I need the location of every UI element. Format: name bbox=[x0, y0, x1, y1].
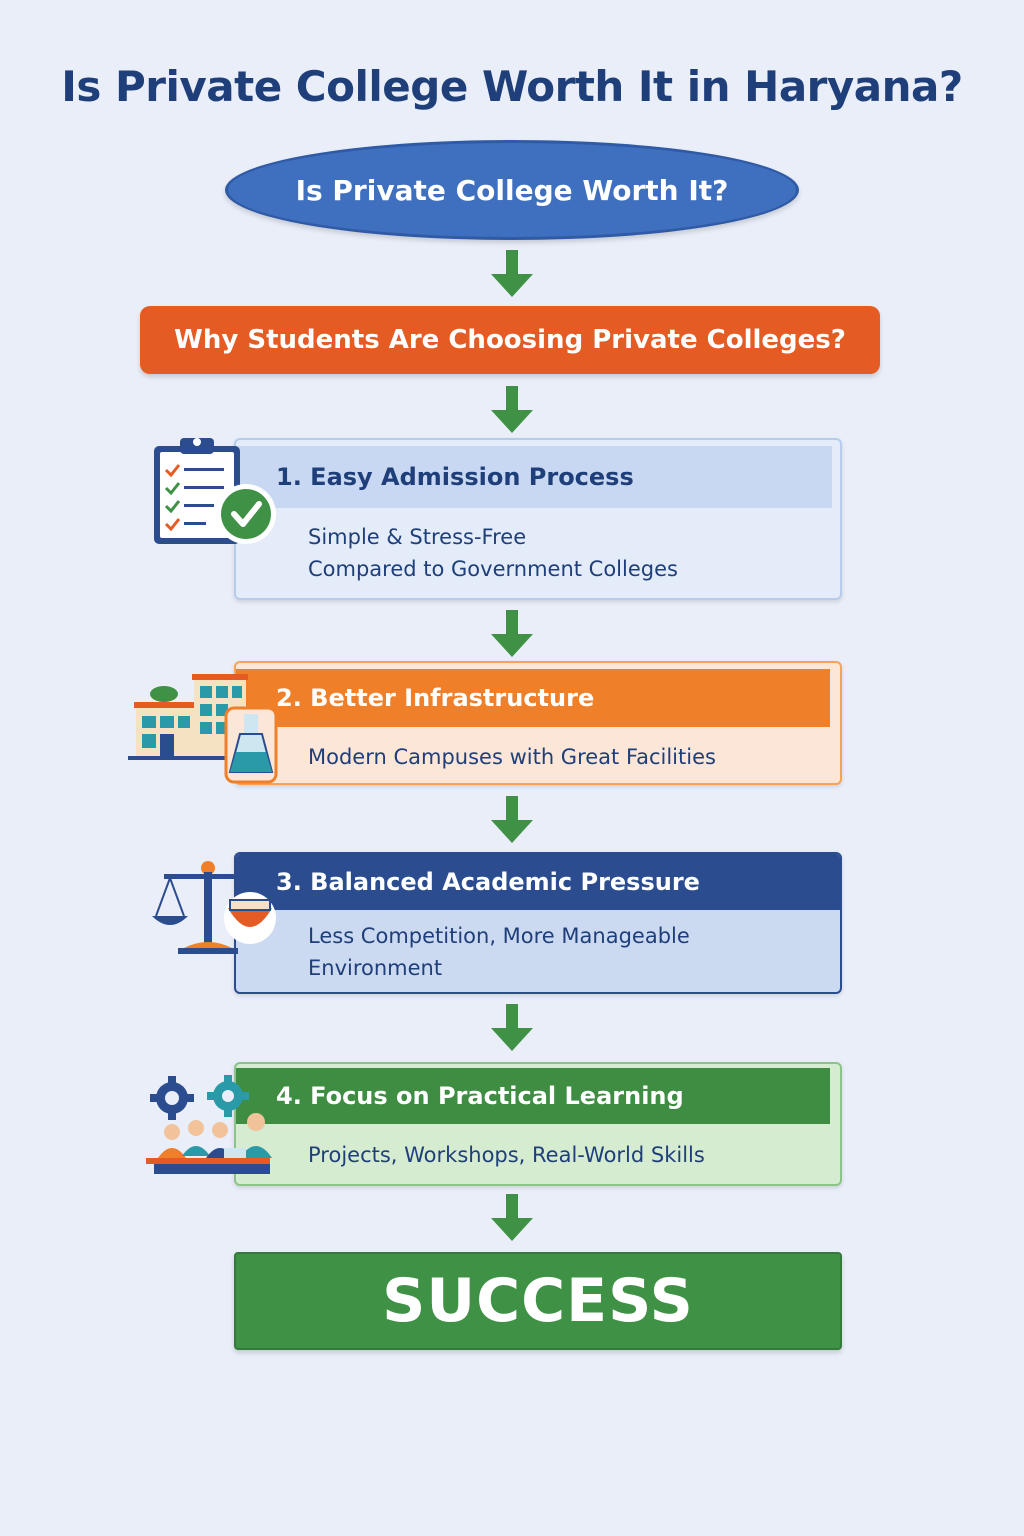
step-description bbox=[236, 910, 840, 994]
arrow-down-icon bbox=[489, 250, 535, 298]
step-description bbox=[236, 727, 840, 785]
step-description bbox=[236, 508, 840, 598]
campus-building-flask-icon bbox=[128, 672, 278, 784]
step-line: Projects, Workshops, Real-World Skills bbox=[308, 1143, 705, 1167]
step-line: Simple & Stress-Free bbox=[308, 525, 527, 549]
success-text: SUCCESS bbox=[382, 1266, 694, 1336]
step-line: Modern Campuses with Great Facilities bbox=[308, 745, 716, 769]
step-card-easy-admission bbox=[234, 438, 842, 600]
step-heading: 1. Easy Admission Process bbox=[236, 446, 832, 508]
step-card-balanced-pressure bbox=[234, 852, 842, 994]
step-card-better-infrastructure bbox=[234, 661, 842, 785]
arrow-down-icon bbox=[489, 1004, 535, 1052]
balance-scale-icon bbox=[150, 858, 284, 962]
step-description bbox=[236, 1124, 840, 1186]
page-title: Is Private College Worth It in Haryana? bbox=[61, 62, 963, 111]
why-banner bbox=[140, 306, 880, 374]
step-heading: 2. Better Infrastructure bbox=[236, 669, 830, 727]
question-text: Is Private College Worth It? bbox=[295, 173, 729, 207]
success-box bbox=[234, 1252, 842, 1350]
arrow-down-icon bbox=[489, 796, 535, 844]
arrow-down-icon bbox=[489, 1194, 535, 1242]
step-line: Less Competition, More Manageable bbox=[308, 924, 690, 948]
step-heading: 3. Balanced Academic Pressure bbox=[236, 854, 840, 910]
clipboard-checklist-icon bbox=[148, 432, 278, 550]
step-heading: 4. Focus on Practical Learning bbox=[236, 1068, 830, 1124]
banner-text: Why Students Are Choosing Private Colleges? bbox=[174, 325, 846, 355]
step-line: Environment bbox=[308, 956, 443, 980]
students-gears-icon bbox=[146, 1072, 282, 1176]
step-card-practical-learning bbox=[234, 1062, 842, 1186]
step-line: Compared to Government Colleges bbox=[308, 557, 678, 581]
arrow-down-icon bbox=[489, 610, 535, 658]
arrow-down-icon bbox=[489, 386, 535, 434]
question-oval bbox=[225, 140, 799, 240]
